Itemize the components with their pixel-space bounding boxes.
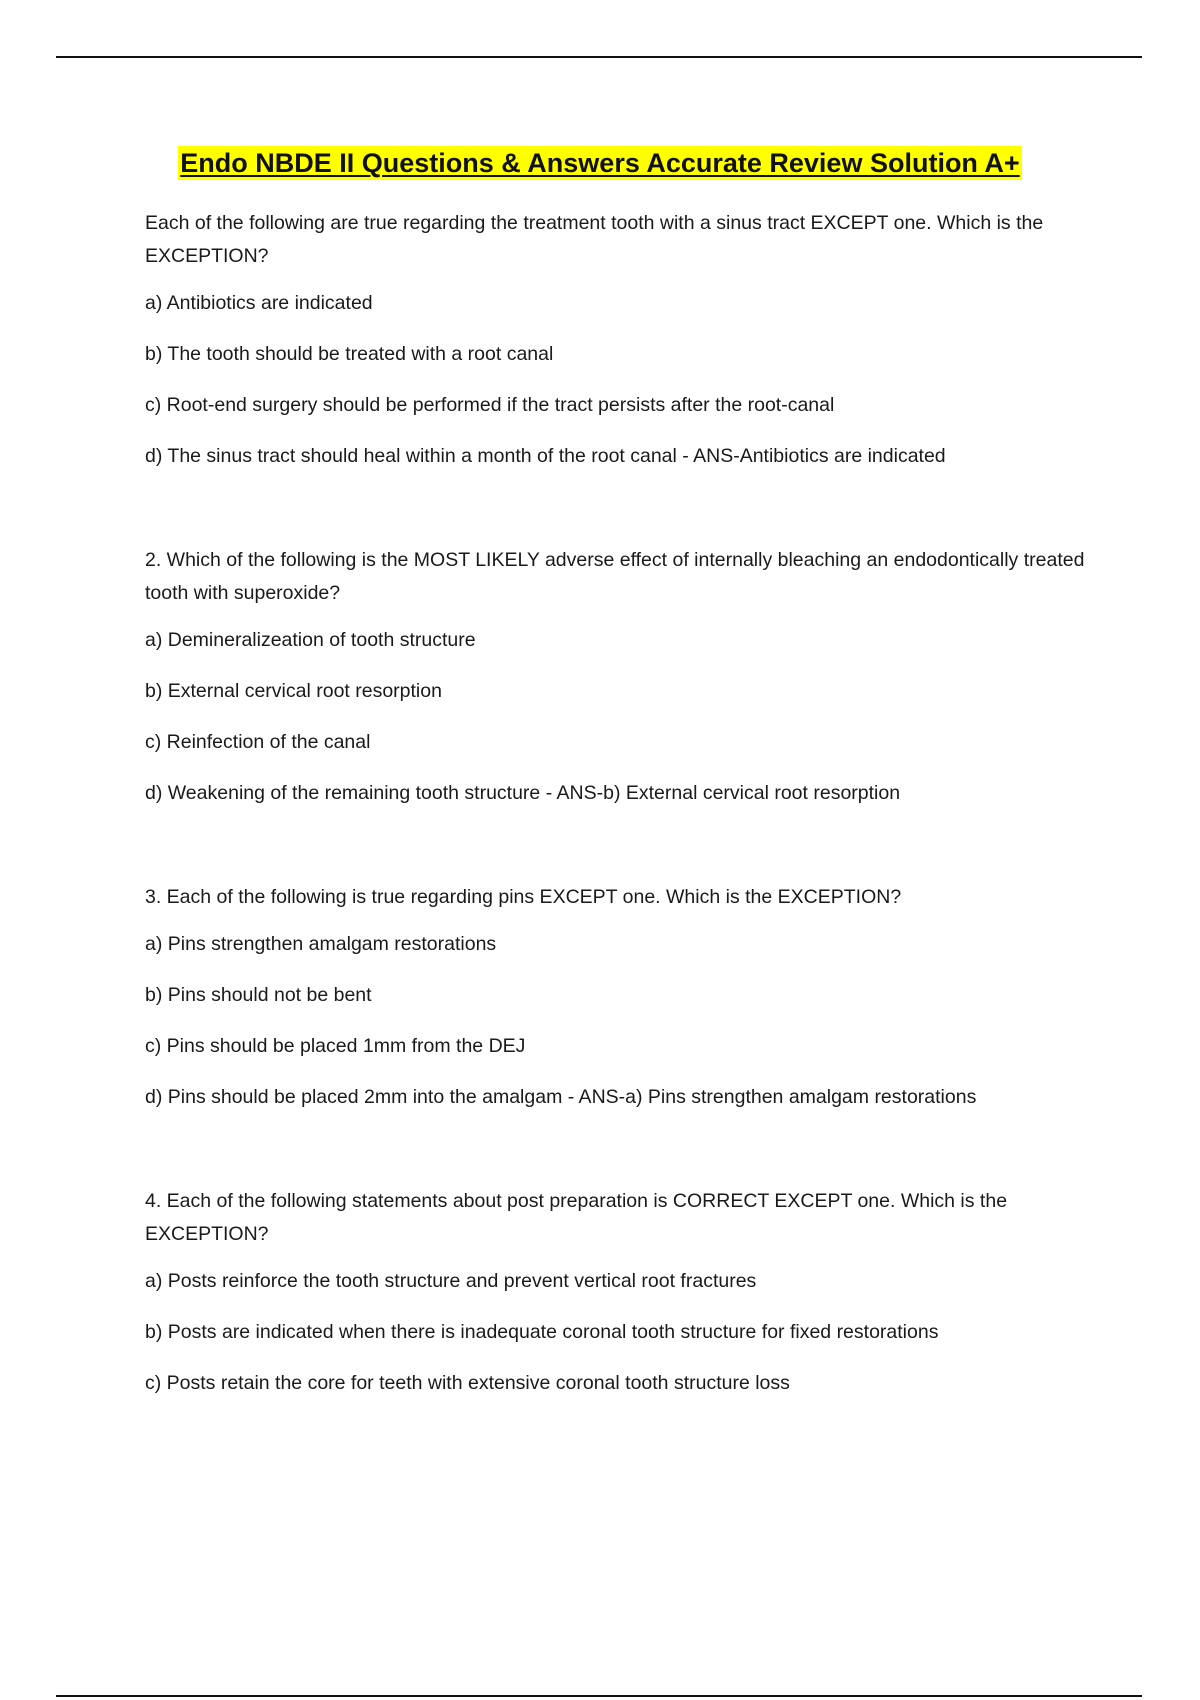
answer-option: b) The tooth should be treated with a root canal	[145, 343, 554, 365]
answer-option: b) External cervical root resorption	[145, 680, 442, 702]
footer-rule	[56, 1695, 1142, 1697]
header-rule	[56, 56, 1142, 58]
question-text: 4. Each of the following statements about post preparation is CORRECT EXCEPT one. Which is the EXCEPTION?	[145, 1190, 1008, 1245]
answer-option: c) Posts retain the core for teeth with extensive coronal tooth structure loss	[145, 1372, 790, 1394]
answer-option: b) Posts are indicated when there is inadequate coronal tooth structure for fixed restorations	[145, 1321, 939, 1343]
document-body	[145, 207, 1095, 1395]
answer-option: b) Pins should not be bent	[145, 984, 372, 1006]
answer-option: c) Pins should be placed 1mm from the DEJ	[145, 1035, 526, 1057]
question-text: Each of the following are true regarding the treatment tooth with a sinus tract EXCEPT one. Which is the EXCEPTION?	[145, 212, 1044, 267]
answer-option: a) Posts reinforce the tooth structure and prevent vertical root fractures	[145, 1270, 757, 1292]
answer-option: a) Antibiotics are indicated	[145, 292, 373, 314]
answer-option: c) Reinfection of the canal	[145, 731, 371, 753]
answer-option: a) Demineralizeation of tooth structure	[145, 629, 476, 651]
question-text: 2. Which of the following is the MOST LIKELY adverse effect of internally bleaching an endodontically treated tooth with superoxide?	[145, 549, 1085, 604]
document-title: Endo NBDE II Questions & Answers Accurate Review Solution A+	[180, 148, 1020, 178]
question-block-2	[145, 544, 1095, 805]
title-container	[0, 146, 1200, 180]
answer-option: a) Pins strengthen amalgam restorations	[145, 933, 497, 955]
question-block-4	[145, 1185, 1095, 1395]
question-block-1	[145, 207, 1095, 468]
question-text: 3. Each of the following is true regarding pins EXCEPT one. Which is the EXCEPTION?	[145, 886, 902, 908]
question-block-3	[145, 881, 1095, 1109]
answer-option-with-answer: d) Pins should be placed 2mm into the amalgam - ANS-a) Pins strengthen amalgam restorations	[145, 1086, 977, 1108]
answer-option: c) Root-end surgery should be performed if the tract persists after the root-canal	[145, 394, 835, 416]
answer-option-with-answer: d) Weakening of the remaining tooth structure - ANS-b) External cervical root resorption	[145, 782, 901, 804]
answer-option-with-answer: d) The sinus tract should heal within a month of the root canal - ANS-Antibiotics are indicated	[145, 445, 946, 467]
